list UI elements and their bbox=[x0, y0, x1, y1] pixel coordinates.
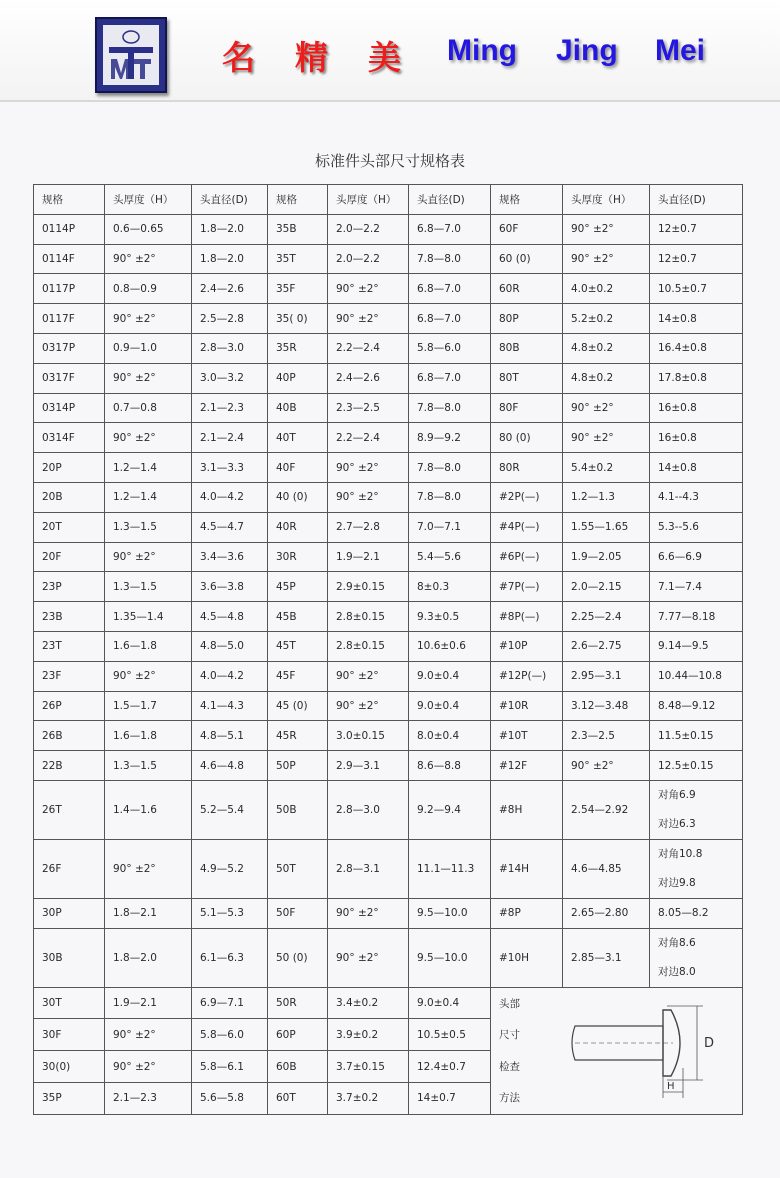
table-cell: 3.0—3.2 bbox=[192, 363, 268, 393]
table-cell: 2.9—3.1 bbox=[328, 751, 409, 781]
table-cell: 10.44—10.8 bbox=[650, 661, 743, 691]
table-cell: 14±0.8 bbox=[650, 453, 743, 483]
table-cell: 35F bbox=[268, 274, 328, 304]
table-cell: 14±0.7 bbox=[409, 1082, 491, 1114]
table-cell: 7.8—8.0 bbox=[409, 482, 491, 512]
table-cell: 2.0—2.15 bbox=[563, 572, 650, 602]
table-cell: 5.8—6.0 bbox=[409, 333, 491, 363]
table-cell: 2.1—2.4 bbox=[192, 423, 268, 453]
table-cell: 50T bbox=[268, 839, 328, 898]
table-row bbox=[34, 898, 743, 928]
table-cell: 1.2—1.4 bbox=[105, 482, 192, 512]
table-cell: 10.6±0.6 bbox=[409, 631, 491, 661]
table-row bbox=[34, 839, 743, 898]
table-cell: 26T bbox=[34, 780, 105, 839]
table-cell: 0.7—0.8 bbox=[105, 393, 192, 423]
table-cell: 90° ±2° bbox=[328, 453, 409, 483]
table-cell: 2.0—2.2 bbox=[328, 214, 409, 244]
table-cell: 40F bbox=[268, 453, 328, 483]
table-cell: 90° ±2° bbox=[328, 898, 409, 928]
brand-header bbox=[0, 0, 780, 102]
table-cell: #7P(—) bbox=[491, 572, 563, 602]
table-cell: 4.9—5.2 bbox=[192, 839, 268, 898]
table-cell: 2.8—3.0 bbox=[192, 333, 268, 363]
table-cell: 2.8—3.0 bbox=[328, 780, 409, 839]
diameter-label: D bbox=[703, 1035, 714, 1051]
spec-table bbox=[33, 184, 743, 1115]
table-cell: 45T bbox=[268, 631, 328, 661]
brand-cn-char-3: 美 bbox=[368, 39, 403, 76]
table-cell: 4.0—4.2 bbox=[192, 482, 268, 512]
table-cell: #12F bbox=[491, 751, 563, 781]
table-cell: 90° ±2° bbox=[328, 661, 409, 691]
column-header: 头直径(D) bbox=[650, 185, 743, 215]
column-header: 头直径(D) bbox=[409, 185, 491, 215]
cell-line: 对边9.8 bbox=[658, 876, 696, 889]
table-cell: 40B bbox=[268, 393, 328, 423]
table-cell: 1.3—1.5 bbox=[105, 751, 192, 781]
table-cell: 1.35—1.4 bbox=[105, 602, 192, 632]
table-cell: 60P bbox=[268, 1019, 328, 1051]
table-row bbox=[34, 780, 743, 839]
table-cell: 0.6—0.65 bbox=[105, 214, 192, 244]
table-cell-dual bbox=[650, 780, 743, 839]
table-row bbox=[34, 602, 743, 632]
table-cell: 60R bbox=[491, 274, 563, 304]
table-row bbox=[34, 214, 743, 244]
table-cell: 35T bbox=[268, 244, 328, 274]
table-cell: #6P(—) bbox=[491, 542, 563, 572]
inspection-word: 方法 bbox=[499, 1092, 520, 1105]
table-cell: 45R bbox=[268, 721, 328, 751]
logo-mark-icon bbox=[103, 25, 159, 85]
table-cell: 3.12—3.48 bbox=[563, 691, 650, 721]
column-header: 头厚度（H） bbox=[563, 185, 650, 215]
table-cell: 4.1—4.3 bbox=[192, 691, 268, 721]
table-cell: #8P bbox=[491, 898, 563, 928]
table-cell: 45 (0) bbox=[268, 691, 328, 721]
cell-line: 对角6.9 bbox=[658, 788, 696, 801]
table-cell: 17.8±0.8 bbox=[650, 363, 743, 393]
cell-line: 对角8.6 bbox=[658, 936, 696, 949]
table-cell: 26P bbox=[34, 691, 105, 721]
column-header: 规格 bbox=[491, 185, 563, 215]
screw-head-drawing-cell bbox=[563, 987, 743, 1114]
table-cell: 9.5—10.0 bbox=[409, 898, 491, 928]
table-cell: 2.65—2.80 bbox=[563, 898, 650, 928]
table-cell: 2.1—2.3 bbox=[192, 393, 268, 423]
table-cell: 23F bbox=[34, 661, 105, 691]
table-cell: 2.95—3.1 bbox=[563, 661, 650, 691]
table-cell: 3.4±0.2 bbox=[328, 987, 409, 1019]
inspection-word: 检查 bbox=[499, 1060, 520, 1073]
table-cell: 4.5—4.8 bbox=[192, 602, 268, 632]
table-cell: 5.3--5.6 bbox=[650, 512, 743, 542]
table-cell: 12.4±0.7 bbox=[409, 1051, 491, 1083]
table-cell: 12±0.7 bbox=[650, 244, 743, 274]
table-cell: 6.8—7.0 bbox=[409, 304, 491, 334]
table-row bbox=[34, 721, 743, 751]
table-cell-dual bbox=[650, 839, 743, 898]
table-cell-dual bbox=[650, 928, 743, 987]
table-cell: 1.9—2.05 bbox=[563, 542, 650, 572]
table-cell: 90° ±2° bbox=[563, 393, 650, 423]
table-cell: 35B bbox=[268, 214, 328, 244]
table-cell: 0317P bbox=[34, 333, 105, 363]
inspection-word: 尺寸 bbox=[499, 1029, 520, 1042]
table-cell: 23P bbox=[34, 572, 105, 602]
table-cell: 1.8—2.0 bbox=[192, 244, 268, 274]
inspection-method-label bbox=[491, 987, 563, 1114]
table-cell: 8.9—9.2 bbox=[409, 423, 491, 453]
cell-line: 对边6.3 bbox=[658, 817, 696, 830]
table-cell: 6.8—7.0 bbox=[409, 274, 491, 304]
table-cell: 90° ±2° bbox=[105, 304, 192, 334]
table-row bbox=[34, 542, 743, 572]
table-cell: 90° ±2° bbox=[328, 304, 409, 334]
table-cell: 90° ±2° bbox=[328, 482, 409, 512]
table-cell: 1.8—2.0 bbox=[105, 928, 192, 987]
table-cell: 30F bbox=[34, 1019, 105, 1051]
table-cell: #12P(—) bbox=[491, 661, 563, 691]
table-cell: 80F bbox=[491, 393, 563, 423]
table-cell: 1.9—2.1 bbox=[105, 987, 192, 1019]
table-cell: 16±0.8 bbox=[650, 423, 743, 453]
table-cell: 60B bbox=[268, 1051, 328, 1083]
table-cell: 1.2—1.3 bbox=[563, 482, 650, 512]
table-row bbox=[34, 631, 743, 661]
table-cell: 8.05—8.2 bbox=[650, 898, 743, 928]
table-cell: 0.8—0.9 bbox=[105, 274, 192, 304]
table-cell: #8P(—) bbox=[491, 602, 563, 632]
table-cell: 50F bbox=[268, 898, 328, 928]
table-cell: 9.0±0.4 bbox=[409, 661, 491, 691]
table-cell: 9.14—9.5 bbox=[650, 631, 743, 661]
table-cell: 90° ±2° bbox=[563, 751, 650, 781]
table-cell: 1.3—1.5 bbox=[105, 572, 192, 602]
table-cell: 8±0.3 bbox=[409, 572, 491, 602]
table-cell: 2.5—2.8 bbox=[192, 304, 268, 334]
table-cell: 40R bbox=[268, 512, 328, 542]
table-cell: 4.0—4.2 bbox=[192, 661, 268, 691]
table-cell: 30T bbox=[34, 987, 105, 1019]
table-cell: 10.5±0.5 bbox=[409, 1019, 491, 1051]
logo-emblem bbox=[103, 25, 159, 85]
table-cell: 3.1—3.3 bbox=[192, 453, 268, 483]
table-cell: 2.2—2.4 bbox=[328, 423, 409, 453]
table-cell: 45F bbox=[268, 661, 328, 691]
table-cell: 2.25—2.4 bbox=[563, 602, 650, 632]
brand-en-word-3: Mei bbox=[655, 34, 706, 67]
screw-dimension-diagram bbox=[563, 988, 743, 1106]
table-cell: 4.6—4.8 bbox=[192, 751, 268, 781]
table-cell: 35( 0) bbox=[268, 304, 328, 334]
table-cell: 6.8—7.0 bbox=[409, 214, 491, 244]
table-cell: 7.1—7.4 bbox=[650, 572, 743, 602]
table-cell: 90° ±2° bbox=[563, 214, 650, 244]
table-cell: 8.48—9.12 bbox=[650, 691, 743, 721]
table-cell: 3.7±0.15 bbox=[328, 1051, 409, 1083]
table-cell: 9.0±0.4 bbox=[409, 691, 491, 721]
cell-line: 对边8.0 bbox=[658, 965, 696, 978]
table-cell: 30(0) bbox=[34, 1051, 105, 1083]
table-cell: 4.6—4.85 bbox=[563, 839, 650, 898]
table-cell: 90° ±2° bbox=[563, 423, 650, 453]
table-cell: 50 (0) bbox=[268, 928, 328, 987]
table-cell: 5.1—5.3 bbox=[192, 898, 268, 928]
table-cell: 0117P bbox=[34, 274, 105, 304]
column-header: 规格 bbox=[34, 185, 105, 215]
cell-line: 对角10.8 bbox=[658, 847, 703, 860]
table-cell: 5.2—5.4 bbox=[192, 780, 268, 839]
table-cell: 0.9—1.0 bbox=[105, 333, 192, 363]
table-cell: 50P bbox=[268, 751, 328, 781]
table-cell: 0317F bbox=[34, 363, 105, 393]
table-cell: 0117F bbox=[34, 304, 105, 334]
table-cell: 0114F bbox=[34, 244, 105, 274]
table-cell: 0314F bbox=[34, 423, 105, 453]
table-cell: 80P bbox=[491, 304, 563, 334]
table-cell: 90° ±2° bbox=[105, 1019, 192, 1051]
table-cell: 2.7—2.8 bbox=[328, 512, 409, 542]
table-cell: #8H bbox=[491, 780, 563, 839]
table-cell: 6.9—7.1 bbox=[192, 987, 268, 1019]
table-cell: 20F bbox=[34, 542, 105, 572]
table-cell: 35R bbox=[268, 333, 328, 363]
table-cell: 1.55—1.65 bbox=[563, 512, 650, 542]
table-cell: 2.2—2.4 bbox=[328, 333, 409, 363]
table-cell: 26F bbox=[34, 839, 105, 898]
table-cell: 60F bbox=[491, 214, 563, 244]
table-cell: 5.2±0.2 bbox=[563, 304, 650, 334]
table-cell: 2.54—2.92 bbox=[563, 780, 650, 839]
table-cell: 5.8—6.0 bbox=[192, 1019, 268, 1051]
table-cell: 20T bbox=[34, 512, 105, 542]
table-cell: 5.4±0.2 bbox=[563, 453, 650, 483]
table-cell: 0114P bbox=[34, 214, 105, 244]
table-cell: 6.6—6.9 bbox=[650, 542, 743, 572]
table-cell: #14H bbox=[491, 839, 563, 898]
height-label: H bbox=[666, 1080, 675, 1092]
table-row bbox=[34, 691, 743, 721]
table-cell: 2.0—2.2 bbox=[328, 244, 409, 274]
table-row bbox=[34, 244, 743, 274]
inspection-word: 头部 bbox=[499, 997, 520, 1010]
table-cell: 80R bbox=[491, 453, 563, 483]
table-cell: 9.2—9.4 bbox=[409, 780, 491, 839]
table-cell: 4.1--4.3 bbox=[650, 482, 743, 512]
table-cell: 2.1—2.3 bbox=[105, 1082, 192, 1114]
table-cell: 11.5±0.15 bbox=[650, 721, 743, 751]
table-cell: 2.8±0.15 bbox=[328, 602, 409, 632]
table-cell: 90° ±2° bbox=[563, 244, 650, 274]
table-cell: 12±0.7 bbox=[650, 214, 743, 244]
table-row bbox=[34, 453, 743, 483]
table-cell: 90° ±2° bbox=[105, 661, 192, 691]
table-cell: 20B bbox=[34, 482, 105, 512]
brand-cn-char-1: 名 bbox=[222, 39, 257, 76]
table-cell: 9.0±0.4 bbox=[409, 987, 491, 1019]
table-cell: 8.0±0.4 bbox=[409, 721, 491, 751]
table-row bbox=[34, 928, 743, 987]
table-cell: 1.9—2.1 bbox=[328, 542, 409, 572]
table-cell: 1.5—1.7 bbox=[105, 691, 192, 721]
table-cell: 16.4±0.8 bbox=[650, 333, 743, 363]
table-cell: 7.8—8.0 bbox=[409, 393, 491, 423]
table-cell: 90° ±2° bbox=[105, 542, 192, 572]
table-cell: #10H bbox=[491, 928, 563, 987]
table-cell: 6.8—7.0 bbox=[409, 363, 491, 393]
table-row bbox=[34, 661, 743, 691]
table-cell: 90° ±2° bbox=[328, 691, 409, 721]
table-cell: 45B bbox=[268, 602, 328, 632]
table-cell: #4P(—) bbox=[491, 512, 563, 542]
table-cell: 80 (0) bbox=[491, 423, 563, 453]
table-cell: 90° ±2° bbox=[328, 928, 409, 987]
table-cell: 11.1—11.3 bbox=[409, 839, 491, 898]
table-cell: 7.0—7.1 bbox=[409, 512, 491, 542]
brand-cn-char-2: 精 bbox=[295, 39, 330, 76]
table-cell: 4.0±0.2 bbox=[563, 274, 650, 304]
table-cell: 2.3—2.5 bbox=[328, 393, 409, 423]
table-cell: 26B bbox=[34, 721, 105, 751]
table-cell: 2.3—2.5 bbox=[563, 721, 650, 751]
table-cell: 8.6—8.8 bbox=[409, 751, 491, 781]
table-cell: 90° ±2° bbox=[105, 839, 192, 898]
column-header: 头直径(D) bbox=[192, 185, 268, 215]
table-cell: 4.8—5.1 bbox=[192, 721, 268, 751]
table-cell: 1.4—1.6 bbox=[105, 780, 192, 839]
table-cell: #10R bbox=[491, 691, 563, 721]
table-cell: 90° ±2° bbox=[105, 423, 192, 453]
table-cell: 12.5±0.15 bbox=[650, 751, 743, 781]
table-cell: 45P bbox=[268, 572, 328, 602]
table-row bbox=[34, 482, 743, 512]
table-cell: 2.8±0.15 bbox=[328, 631, 409, 661]
table-cell: 2.4—2.6 bbox=[192, 274, 268, 304]
table-cell: 2.85—3.1 bbox=[563, 928, 650, 987]
table-row bbox=[34, 393, 743, 423]
table-cell: 9.5—10.0 bbox=[409, 928, 491, 987]
table-cell: 50R bbox=[268, 987, 328, 1019]
table-cell: 30R bbox=[268, 542, 328, 572]
table-cell: 7.8—8.0 bbox=[409, 453, 491, 483]
table-row bbox=[34, 363, 743, 393]
table-cell: 4.5—4.7 bbox=[192, 512, 268, 542]
table-cell: 4.8—5.0 bbox=[192, 631, 268, 661]
table-header-row bbox=[34, 185, 743, 215]
table-row bbox=[34, 751, 743, 781]
table-cell: 2.4—2.6 bbox=[328, 363, 409, 393]
table-cell: 50B bbox=[268, 780, 328, 839]
table-cell: 14±0.8 bbox=[650, 304, 743, 334]
table-row bbox=[34, 333, 743, 363]
table-cell: 1.2—1.4 bbox=[105, 453, 192, 483]
table-cell: 3.4—3.6 bbox=[192, 542, 268, 572]
table-cell: 90° ±2° bbox=[105, 1051, 192, 1083]
table-cell: 2.6—2.75 bbox=[563, 631, 650, 661]
table-cell: 60T bbox=[268, 1082, 328, 1114]
table-cell: #10T bbox=[491, 721, 563, 751]
table-row bbox=[34, 304, 743, 334]
table-cell: 90° ±2° bbox=[328, 274, 409, 304]
table-cell: 35P bbox=[34, 1082, 105, 1114]
table-row bbox=[34, 512, 743, 542]
table-cell: 40P bbox=[268, 363, 328, 393]
table-cell: 1.6—1.8 bbox=[105, 721, 192, 751]
table-cell: 2.9±0.15 bbox=[328, 572, 409, 602]
table-row bbox=[34, 572, 743, 602]
table-cell: 30P bbox=[34, 898, 105, 928]
table-cell: 16±0.8 bbox=[650, 393, 743, 423]
table-cell: 0314P bbox=[34, 393, 105, 423]
table-cell: 7.8—8.0 bbox=[409, 244, 491, 274]
company-logo bbox=[95, 17, 167, 93]
table-cell: 10.5±0.7 bbox=[650, 274, 743, 304]
table-cell: 20P bbox=[34, 453, 105, 483]
table-cell: 4.8±0.2 bbox=[563, 363, 650, 393]
table-row bbox=[34, 274, 743, 304]
table-cell: 3.0±0.15 bbox=[328, 721, 409, 751]
table-cell: 1.3—1.5 bbox=[105, 512, 192, 542]
table-cell: 80T bbox=[491, 363, 563, 393]
table-cell: 9.3±0.5 bbox=[409, 602, 491, 632]
table-cell: 90° ±2° bbox=[105, 244, 192, 274]
table-cell: #2P(—) bbox=[491, 482, 563, 512]
column-header: 头厚度（H） bbox=[328, 185, 409, 215]
table-cell: 80B bbox=[491, 333, 563, 363]
table-cell: 40T bbox=[268, 423, 328, 453]
table-cell: 1.8—2.1 bbox=[105, 898, 192, 928]
table-cell: 5.4—5.6 bbox=[409, 542, 491, 572]
table-cell: 60 (0) bbox=[491, 244, 563, 274]
table-cell: 1.8—2.0 bbox=[192, 214, 268, 244]
table-cell: 5.6—5.8 bbox=[192, 1082, 268, 1114]
table-cell: 3.6—3.8 bbox=[192, 572, 268, 602]
table-cell: 6.1—6.3 bbox=[192, 928, 268, 987]
column-header: 规格 bbox=[268, 185, 328, 215]
table-cell: 23T bbox=[34, 631, 105, 661]
table-cell: 2.8—3.1 bbox=[328, 839, 409, 898]
table-cell: 3.9±0.2 bbox=[328, 1019, 409, 1051]
table-cell: 4.8±0.2 bbox=[563, 333, 650, 363]
table-cell: 5.8—6.1 bbox=[192, 1051, 268, 1083]
table-cell: #10P bbox=[491, 631, 563, 661]
table-cell: 40 (0) bbox=[268, 482, 328, 512]
table-cell: 90° ±2° bbox=[105, 363, 192, 393]
table-row bbox=[34, 987, 743, 1019]
table-cell: 23B bbox=[34, 602, 105, 632]
table-cell: 3.7±0.2 bbox=[328, 1082, 409, 1114]
column-header: 头厚度（H） bbox=[105, 185, 192, 215]
table-cell: 22B bbox=[34, 751, 105, 781]
brand-en-word-1: Ming bbox=[447, 34, 517, 67]
table-cell: 1.6—1.8 bbox=[105, 631, 192, 661]
table-cell: 7.77—8.18 bbox=[650, 602, 743, 632]
table-row bbox=[34, 423, 743, 453]
brand-en-word-2: Jing bbox=[556, 34, 618, 67]
document-title: 标准件头部尺寸规格表 bbox=[314, 152, 465, 170]
table-cell: 30B bbox=[34, 928, 105, 987]
